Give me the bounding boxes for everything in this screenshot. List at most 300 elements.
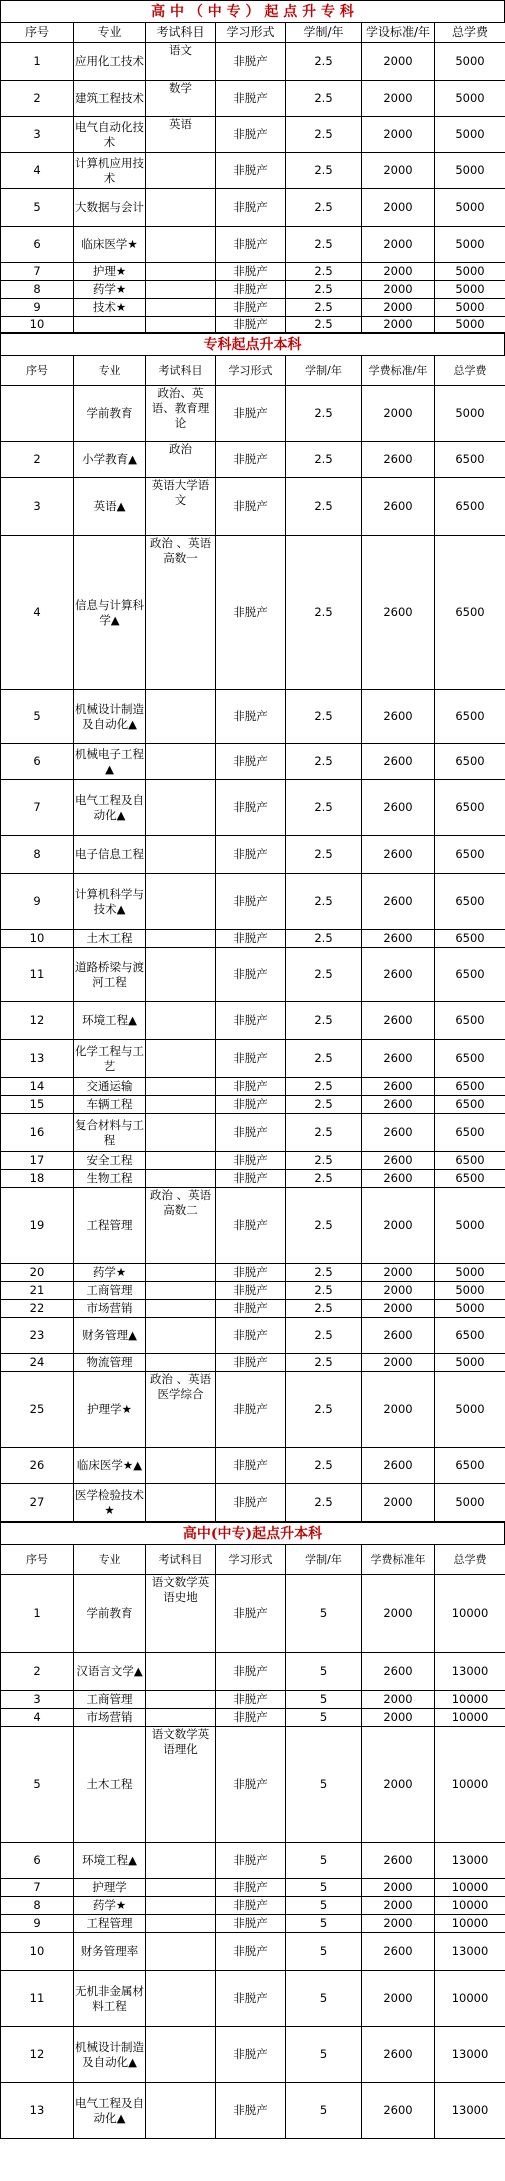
study-form: 非脱产 (216, 1915, 286, 1933)
annual-fee: 2600 (362, 780, 435, 836)
total-fee: 6500 (435, 780, 505, 836)
study-form: 非脱产 (216, 1318, 286, 1354)
major-name: 护理学 (74, 1879, 146, 1897)
total-fee: 5000 (435, 386, 505, 442)
major-name: 学前教育 (74, 1575, 146, 1653)
exam-subjects (146, 744, 216, 780)
annual-fee: 2600 (362, 2083, 435, 2139)
duration-years: 2.5 (286, 1484, 362, 1522)
annual-fee: 2600 (362, 1078, 435, 1096)
table-row (1, 1002, 505, 1040)
table-row (1, 744, 505, 780)
column-header: 序号 (1, 1545, 74, 1575)
duration-years: 5 (286, 1575, 362, 1653)
study-form: 非脱产 (216, 1971, 286, 2027)
study-form: 非脱产 (216, 227, 286, 263)
column-header: 考试科目 (146, 23, 216, 43)
major-name: 护理学★ (74, 1372, 146, 1448)
major-name: 小学教育▲ (74, 442, 146, 478)
column-header: 学制/年 (286, 356, 362, 386)
row-number: 26 (1, 1448, 74, 1484)
table-row (1, 1264, 505, 1282)
duration-years: 5 (286, 1653, 362, 1691)
exam-subjects (146, 948, 216, 1002)
row-number: 14 (1, 1078, 74, 1096)
duration-years: 2.5 (286, 281, 362, 299)
total-fee: 13000 (435, 1933, 505, 1971)
total-fee: 6500 (435, 1152, 505, 1170)
study-form: 非脱产 (216, 930, 286, 948)
study-form: 非脱产 (216, 442, 286, 478)
total-fee: 5000 (435, 117, 505, 153)
exam-subjects: 政治 、英语高数一 (146, 536, 216, 690)
duration-years: 2.5 (286, 263, 362, 281)
exam-subjects (146, 1170, 216, 1188)
table-row (1, 386, 505, 442)
exam-subjects (146, 1152, 216, 1170)
exam-subjects (146, 1691, 216, 1709)
total-fee: 6500 (435, 1170, 505, 1188)
study-form: 非脱产 (216, 117, 286, 153)
total-fee: 6500 (435, 874, 505, 930)
duration-years: 5 (286, 2083, 362, 2139)
exam-subjects (146, 1709, 216, 1727)
exam-subjects (146, 1282, 216, 1300)
major-name: 计算机科学与技术▲ (74, 874, 146, 930)
exam-subjects (146, 780, 216, 836)
total-fee: 10000 (435, 1709, 505, 1727)
major-name: 环境工程▲ (74, 1002, 146, 1040)
major-name: 机械设计制造及自动化▲ (74, 2027, 146, 2083)
study-form: 非脱产 (216, 874, 286, 930)
study-form: 非脱产 (216, 836, 286, 874)
major-name: 药学★ (74, 1897, 146, 1915)
table-row (1, 2027, 505, 2083)
study-form: 非脱产 (216, 1188, 286, 1264)
exam-subjects (146, 1114, 216, 1152)
duration-years: 5 (286, 1727, 362, 1843)
row-number: 2 (1, 1653, 74, 1691)
table-row (1, 1170, 505, 1188)
table-row (1, 227, 505, 263)
table-row (1, 1484, 505, 1522)
major-name: 机械电子工程▲ (74, 744, 146, 780)
study-form: 非脱产 (216, 1575, 286, 1653)
row-number: 22 (1, 1300, 74, 1318)
table-row (1, 317, 505, 333)
study-form: 非脱产 (216, 189, 286, 227)
study-form: 非脱产 (216, 1354, 286, 1372)
duration-years: 2.5 (286, 1264, 362, 1282)
row-number: 7 (1, 1879, 74, 1897)
row-number: 1 (1, 1575, 74, 1653)
annual-fee: 2000 (362, 1264, 435, 1282)
annual-fee: 2600 (362, 1170, 435, 1188)
major-name: 财务管理率 (74, 1933, 146, 1971)
annual-fee: 2600 (362, 1152, 435, 1170)
annual-fee: 2600 (362, 478, 435, 536)
study-form: 非脱产 (216, 1264, 286, 1282)
annual-fee: 2000 (362, 1915, 435, 1933)
table-row (1, 1078, 505, 1096)
study-form: 非脱产 (216, 1152, 286, 1170)
duration-years: 2.5 (286, 948, 362, 1002)
duration-years: 5 (286, 1915, 362, 1933)
duration-years: 2.5 (286, 1114, 362, 1152)
duration-years: 2.5 (286, 1096, 362, 1114)
table-row (1, 1318, 505, 1354)
row-number: 8 (1, 836, 74, 874)
study-form: 非脱产 (216, 1879, 286, 1897)
major-name: 学前教育 (74, 386, 146, 442)
duration-years: 2.5 (286, 1372, 362, 1448)
duration-years: 2.5 (286, 1188, 362, 1264)
major-name: 技术★ (74, 299, 146, 317)
duration-years: 2.5 (286, 478, 362, 536)
annual-fee: 2600 (362, 874, 435, 930)
exam-subjects (146, 930, 216, 948)
duration-years: 2.5 (286, 874, 362, 930)
study-form: 非脱产 (216, 2027, 286, 2083)
table-row (1, 43, 505, 81)
study-form: 非脱产 (216, 1170, 286, 1188)
duration-years: 5 (286, 1709, 362, 1727)
table-row (1, 1933, 505, 1971)
study-form: 非脱产 (216, 536, 286, 690)
column-header: 总学费 (435, 23, 505, 43)
major-name: 环境工程▲ (74, 1843, 146, 1879)
exam-subjects (146, 153, 216, 189)
table-row (1, 1114, 505, 1152)
exam-subjects (146, 1971, 216, 2027)
study-form: 非脱产 (216, 744, 286, 780)
fee-table (0, 355, 505, 1522)
study-form: 非脱产 (216, 690, 286, 744)
major-name: 市场营销 (74, 1300, 146, 1318)
study-form: 非脱产 (216, 1096, 286, 1114)
exam-subjects (146, 1300, 216, 1318)
table-row (1, 189, 505, 227)
total-fee: 5000 (435, 1300, 505, 1318)
table-row (1, 1040, 505, 1078)
total-fee: 5000 (435, 1354, 505, 1372)
table-row (1, 690, 505, 744)
exam-subjects: 语文数学英语理化 (146, 1727, 216, 1843)
column-header: 学制/年 (286, 23, 362, 43)
total-fee: 5000 (435, 81, 505, 117)
total-fee: 6500 (435, 1114, 505, 1152)
study-form: 非脱产 (216, 478, 286, 536)
row-number: 9 (1, 299, 74, 317)
exam-subjects (146, 1078, 216, 1096)
fee-table (0, 22, 505, 333)
row-number: 18 (1, 1170, 74, 1188)
study-form: 非脱产 (216, 281, 286, 299)
major-name: 药学★ (74, 1264, 146, 1282)
major-name: 工程管理 (74, 1915, 146, 1933)
study-form: 非脱产 (216, 1709, 286, 1727)
row-number: 10 (1, 930, 74, 948)
study-form: 非脱产 (216, 1300, 286, 1318)
annual-fee: 2000 (362, 1354, 435, 1372)
row-number: 6 (1, 227, 74, 263)
table-row (1, 1282, 505, 1300)
total-fee: 5000 (435, 1282, 505, 1300)
table-row (1, 1727, 505, 1843)
row-number: 7 (1, 780, 74, 836)
study-form: 非脱产 (216, 1933, 286, 1971)
row-number (1, 386, 74, 442)
duration-years: 2.5 (286, 930, 362, 948)
row-number: 24 (1, 1354, 74, 1372)
duration-years: 2.5 (286, 442, 362, 478)
total-fee: 6500 (435, 948, 505, 1002)
total-fee: 10000 (435, 1691, 505, 1709)
annual-fee: 2600 (362, 1040, 435, 1078)
total-fee: 6500 (435, 1448, 505, 1484)
exam-subjects (146, 1915, 216, 1933)
row-number: 15 (1, 1096, 74, 1114)
row-number: 5 (1, 189, 74, 227)
row-number: 11 (1, 948, 74, 1002)
exam-subjects (146, 836, 216, 874)
study-form: 非脱产 (216, 1078, 286, 1096)
major-name: 电子信息工程 (74, 836, 146, 874)
study-form: 非脱产 (216, 780, 286, 836)
table-row (1, 81, 505, 117)
table-row (1, 1575, 505, 1653)
exam-subjects (146, 1264, 216, 1282)
exam-subjects (146, 1096, 216, 1114)
major-name: 财务管理▲ (74, 1318, 146, 1354)
major-name: 生物工程 (74, 1170, 146, 1188)
annual-fee: 2600 (362, 1318, 435, 1354)
column-header: 考试科目 (146, 356, 216, 386)
major-name: 汉语言文学▲ (74, 1653, 146, 1691)
annual-fee: 2000 (362, 1575, 435, 1653)
total-fee: 13000 (435, 1653, 505, 1691)
total-fee: 6500 (435, 442, 505, 478)
exam-subjects (146, 1897, 216, 1915)
duration-years: 5 (286, 1843, 362, 1879)
row-number: 17 (1, 1152, 74, 1170)
row-number: 23 (1, 1318, 74, 1354)
exam-subjects (146, 1002, 216, 1040)
duration-years: 2.5 (286, 117, 362, 153)
major-name: 电气工程及自动化▲ (74, 2083, 146, 2139)
total-fee: 13000 (435, 2027, 505, 2083)
exam-subjects: 语文 (146, 43, 216, 81)
annual-fee: 2000 (362, 1709, 435, 1727)
annual-fee: 2000 (362, 1897, 435, 1915)
study-form: 非脱产 (216, 1114, 286, 1152)
major-name: 土木工程 (74, 1727, 146, 1843)
total-fee: 6500 (435, 930, 505, 948)
duration-years: 2.5 (286, 744, 362, 780)
exam-subjects (146, 1653, 216, 1691)
total-fee: 5000 (435, 281, 505, 299)
major-name: 计算机应用技术 (74, 153, 146, 189)
annual-fee: 2000 (362, 81, 435, 117)
total-fee: 5000 (435, 299, 505, 317)
row-number: 13 (1, 2083, 74, 2139)
annual-fee: 2600 (362, 1448, 435, 1484)
study-form: 非脱产 (216, 1484, 286, 1522)
total-fee: 6500 (435, 1040, 505, 1078)
exam-subjects (146, 1448, 216, 1484)
row-number: 9 (1, 874, 74, 930)
column-header: 学设标准/年 (362, 23, 435, 43)
row-number: 4 (1, 536, 74, 690)
annual-fee: 2000 (362, 1727, 435, 1843)
column-header: 学制/年 (286, 1545, 362, 1575)
exam-subjects (146, 1318, 216, 1354)
row-number: 2 (1, 442, 74, 478)
major-name: 英语▲ (74, 478, 146, 536)
table-row (1, 836, 505, 874)
total-fee: 6500 (435, 478, 505, 536)
duration-years: 2.5 (286, 153, 362, 189)
table-row (1, 442, 505, 478)
column-header: 学习形式 (216, 23, 286, 43)
total-fee: 5000 (435, 227, 505, 263)
total-fee: 13000 (435, 1843, 505, 1879)
row-number: 13 (1, 1040, 74, 1078)
annual-fee: 2000 (362, 1484, 435, 1522)
major-name: 物流管理 (74, 1354, 146, 1372)
major-name: 药学★ (74, 281, 146, 299)
annual-fee: 2600 (362, 1843, 435, 1879)
row-number: 10 (1, 317, 74, 333)
exam-subjects: 语文数学英语史地 (146, 1575, 216, 1653)
table-row (1, 1188, 505, 1264)
row-number: 25 (1, 1372, 74, 1448)
row-number: 1 (1, 43, 74, 81)
total-fee: 5000 (435, 43, 505, 81)
table-row (1, 1372, 505, 1448)
major-name (74, 317, 146, 333)
major-name: 护理★ (74, 263, 146, 281)
exam-subjects (146, 227, 216, 263)
duration-years: 2.5 (286, 1170, 362, 1188)
annual-fee: 2000 (362, 1188, 435, 1264)
study-form: 非脱产 (216, 1843, 286, 1879)
study-form: 非脱产 (216, 317, 286, 333)
header-row (1, 356, 505, 386)
major-name: 市场营销 (74, 1709, 146, 1727)
total-fee: 10000 (435, 1879, 505, 1897)
row-number: 8 (1, 1897, 74, 1915)
exam-subjects (146, 1040, 216, 1078)
major-name: 电气自动化技术 (74, 117, 146, 153)
section-title: 高中(中专)起点升本科 (0, 1522, 505, 1544)
duration-years: 2.5 (286, 1040, 362, 1078)
row-number: 10 (1, 1933, 74, 1971)
annual-fee: 2000 (362, 117, 435, 153)
table-row (1, 478, 505, 536)
exam-subjects (146, 1843, 216, 1879)
row-number: 9 (1, 1915, 74, 1933)
duration-years: 2.5 (286, 1078, 362, 1096)
annual-fee: 2000 (362, 227, 435, 263)
major-name: 安全工程 (74, 1152, 146, 1170)
table-row (1, 1448, 505, 1484)
annual-fee: 2600 (362, 836, 435, 874)
annual-fee: 2600 (362, 690, 435, 744)
table-row (1, 1653, 505, 1691)
duration-years: 2.5 (286, 1354, 362, 1372)
exam-subjects (146, 2027, 216, 2083)
table-row (1, 536, 505, 690)
total-fee: 6500 (435, 744, 505, 780)
total-fee: 5000 (435, 189, 505, 227)
annual-fee: 2600 (362, 744, 435, 780)
annual-fee: 2600 (362, 1114, 435, 1152)
annual-fee: 2600 (362, 1933, 435, 1971)
exam-subjects (146, 299, 216, 317)
major-name: 道路桥梁与渡河工程 (74, 948, 146, 1002)
study-form: 非脱产 (216, 1002, 286, 1040)
column-header: 专业 (74, 23, 146, 43)
table-row (1, 930, 505, 948)
section-title: 专科起点升本科 (0, 333, 505, 355)
table-row (1, 2083, 505, 2139)
table-row (1, 948, 505, 1002)
row-number: 20 (1, 1264, 74, 1282)
exam-subjects: 政治 (146, 442, 216, 478)
major-name: 交通运输 (74, 1078, 146, 1096)
duration-years: 2.5 (286, 386, 362, 442)
annual-fee: 2600 (362, 1002, 435, 1040)
annual-fee: 2000 (362, 1300, 435, 1318)
major-name: 电气工程及自动化▲ (74, 780, 146, 836)
column-header: 序号 (1, 23, 74, 43)
table-row (1, 1879, 505, 1897)
table-row (1, 1709, 505, 1727)
duration-years: 2.5 (286, 1448, 362, 1484)
total-fee: 6500 (435, 690, 505, 744)
study-form: 非脱产 (216, 81, 286, 117)
exam-subjects: 英语大学语文 (146, 478, 216, 536)
annual-fee: 2000 (362, 281, 435, 299)
total-fee: 10000 (435, 1915, 505, 1933)
total-fee: 5000 (435, 263, 505, 281)
section-title: 高 中 （ 中 专 ） 起 点 升 专 科 (0, 0, 505, 22)
study-form: 非脱产 (216, 1653, 286, 1691)
major-name: 工程管理 (74, 1188, 146, 1264)
exam-subjects (146, 1879, 216, 1897)
annual-fee: 2000 (362, 189, 435, 227)
major-name: 化学工程与工艺 (74, 1040, 146, 1078)
annual-fee: 2000 (362, 1691, 435, 1709)
study-form: 非脱产 (216, 1691, 286, 1709)
major-name: 无机非金属材料工程 (74, 1971, 146, 2027)
annual-fee: 2000 (362, 43, 435, 81)
column-header: 考试科目 (146, 1545, 216, 1575)
total-fee: 5000 (435, 1188, 505, 1264)
table-row (1, 1354, 505, 1372)
exam-subjects: 政治 、英语医学综合 (146, 1372, 216, 1448)
exam-subjects (146, 1484, 216, 1522)
total-fee: 10000 (435, 1897, 505, 1915)
row-number: 16 (1, 1114, 74, 1152)
duration-years: 5 (286, 1691, 362, 1709)
duration-years: 2.5 (286, 1282, 362, 1300)
column-header: 总学费 (435, 1545, 505, 1575)
annual-fee: 2000 (362, 317, 435, 333)
major-name: 信息与计算科学▲ (74, 536, 146, 690)
total-fee: 6500 (435, 1078, 505, 1096)
